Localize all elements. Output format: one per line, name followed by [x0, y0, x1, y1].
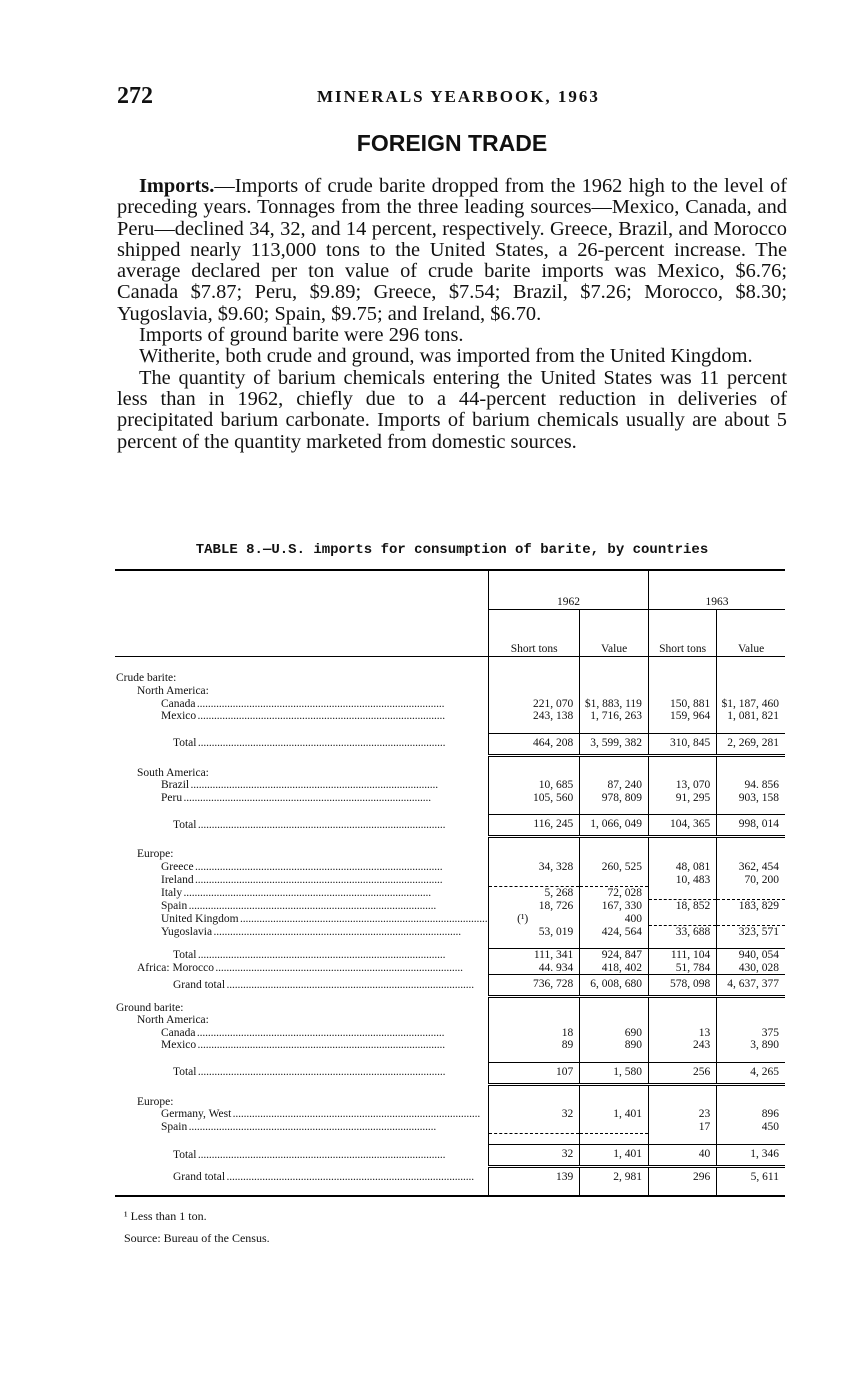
cell-value-1963: 4, 637, 377 — [717, 975, 785, 997]
year-1963-header: 1963 — [648, 570, 785, 610]
cell-tons-1963: 104, 365 — [648, 815, 716, 837]
source-note: Source: Bureau of the Census. — [124, 1231, 270, 1245]
country-label: Peru . . . — [115, 792, 489, 805]
cell-value-1962: 6, 008, 680 — [580, 975, 649, 997]
country-label: United Kingdom . . . — [115, 912, 489, 925]
country-label: Africa: Morocco . . . — [115, 962, 489, 975]
region-label: Europe: — [137, 848, 174, 860]
country-label: Mexico . . . — [115, 1039, 489, 1052]
cell-value-1962: 87, 240 — [580, 779, 649, 792]
cell-tons-1963: 33, 688 — [648, 925, 716, 938]
cell-tons-1962: 44. 934 — [489, 962, 580, 975]
grand-total-row — [115, 1167, 785, 1189]
cell-tons-1962: 53, 019 — [489, 925, 580, 938]
grand-total-row — [115, 975, 785, 997]
cell-tons-1962: 10, 685 — [489, 779, 580, 792]
total-label: Total . . . — [115, 1145, 489, 1167]
page-number: 272 — [117, 83, 153, 109]
cell-value-1962: 1, 401 — [580, 1145, 649, 1167]
cell-value-1962: 978, 809 — [580, 792, 649, 805]
cell-tons-1962: 139 — [489, 1167, 580, 1189]
cell-tons-1963: 10, 483 — [648, 873, 716, 886]
running-head: MINERALS YEARBOOK, 1963 — [317, 87, 600, 106]
cell-value-1962: 3, 599, 382 — [580, 733, 649, 755]
cell-tons-1963: 17 — [648, 1121, 716, 1134]
cell-value-1962: $1, 883, 119 — [580, 698, 649, 711]
paragraph-witherite: Witherite, both crude and ground, was imported from the United Kingdom. — [139, 345, 753, 368]
paragraph-barium-chemicals: The quantity of barium chemicals entering the United States was 11 percent less than in 1962, chiefly due to a 44-percent reduction in deliveries of precipitated barium carbonate. Imports of barium chemicals usually are about 5 percent of the quantity marketed from domestic sources. — [117, 366, 787, 453]
country-label: Ireland . . . — [115, 873, 489, 886]
table-row — [115, 792, 785, 805]
cell-tons-1962: 111, 341 — [489, 949, 580, 962]
grand-total-label: Grand total . . . — [115, 975, 489, 997]
cell-value-1962: 260, 525 — [580, 861, 649, 874]
cell-value-1963: 70, 200 — [717, 873, 785, 886]
grand-total-label: Grand total . . . — [115, 1167, 489, 1189]
cell-value-1963: 430, 028 — [717, 962, 785, 975]
table-row — [115, 779, 785, 792]
table-row — [115, 912, 785, 925]
cell-value-1962: 890 — [580, 1039, 649, 1052]
body-text — [117, 176, 787, 453]
cell-tons-1962: 116, 245 — [489, 815, 580, 837]
cell-tons-1963 — [648, 912, 716, 925]
cell-value-1963: 375 — [717, 1027, 785, 1040]
total-label: Total . . . — [115, 1062, 489, 1084]
cell-tons-1962: 221, 070 — [489, 698, 580, 711]
cell-value-1962: 1, 066, 049 — [580, 815, 649, 837]
cell-value-1962: 690 — [580, 1027, 649, 1040]
table-row — [115, 1027, 785, 1040]
cell-value-1962 — [580, 873, 649, 886]
total-label: Total . . . — [115, 733, 489, 755]
cell-value-1963: 323, 571 — [717, 925, 785, 938]
imports-table — [115, 569, 785, 1197]
cell-tons-1962: (¹) — [489, 912, 580, 925]
cell-value-1963: 998, 014 — [717, 815, 785, 837]
cell-value-1963 — [717, 886, 785, 899]
subtotal-row — [115, 949, 785, 962]
cell-tons-1963: 296 — [648, 1167, 716, 1189]
cell-value-1962: 1, 716, 263 — [580, 710, 649, 723]
cell-tons-1962: 107 — [489, 1062, 580, 1084]
cell-tons-1962: 464, 208 — [489, 733, 580, 755]
value-header: Value — [580, 610, 649, 657]
subtotal-row — [115, 815, 785, 837]
country-label: Canada . . . — [115, 1027, 489, 1040]
cell-tons-1963 — [648, 886, 716, 899]
cell-value-1962: 167, 330 — [580, 899, 649, 912]
section-title: FOREIGN TRADE — [356, 130, 548, 156]
paragraph-imports — [117, 176, 787, 325]
table-row — [115, 873, 785, 886]
cell-tons-1962 — [489, 1121, 580, 1134]
cell-tons-1962: 32 — [489, 1145, 580, 1167]
subtotal-row — [115, 733, 785, 755]
cell-value-1963: 1, 346 — [717, 1145, 785, 1167]
year-1962-header: 1962 — [489, 570, 649, 610]
cell-value-1962: 1, 580 — [580, 1062, 649, 1084]
cell-value-1962: 418, 402 — [580, 962, 649, 975]
cell-value-1962 — [580, 1121, 649, 1134]
table-row — [115, 1039, 785, 1052]
value-header: Value — [717, 610, 785, 657]
country-label: Greece . . . — [115, 861, 489, 874]
country-label: Mexico . . . — [115, 710, 489, 723]
page-header — [117, 83, 785, 113]
cell-tons-1962: 5, 268 — [489, 886, 580, 899]
cell-value-1962: 924, 847 — [580, 949, 649, 962]
table-row — [115, 710, 785, 723]
country-label: Germany, West . . . — [115, 1108, 489, 1121]
cell-value-1963: 183, 829 — [717, 899, 785, 912]
table-header-years — [115, 570, 785, 610]
cell-tons-1963: 310, 845 — [648, 733, 716, 755]
cell-value-1962: 424, 564 — [580, 925, 649, 938]
short-tons-header: Short tons — [648, 610, 716, 657]
table-row — [115, 1108, 785, 1121]
region-label: Europe: — [137, 1095, 174, 1108]
cell-value-1962: 72, 028 — [580, 886, 649, 899]
short-tons-header: Short tons — [489, 610, 580, 657]
subtotal-row — [115, 1145, 785, 1167]
cell-value-1963: 3, 890 — [717, 1039, 785, 1052]
table-row — [115, 1121, 785, 1134]
ground-barite-section — [115, 997, 785, 1197]
country-label: Yugoslavia . . . — [115, 925, 489, 938]
run-in-heading: Imports. — [139, 175, 215, 197]
cell-value-1962: 1, 401 — [580, 1108, 649, 1121]
table-row — [115, 899, 785, 912]
cell-tons-1962: 105, 560 — [489, 792, 580, 805]
table-row — [115, 925, 785, 938]
paragraph-ground-barite: Imports of ground barite were 296 tons. — [139, 324, 464, 347]
cell-tons-1962: 32 — [489, 1108, 580, 1121]
cell-tons-1963: 256 — [648, 1062, 716, 1084]
table-row — [115, 861, 785, 874]
region-label: North America: — [137, 1014, 209, 1026]
cell-value-1963: 2, 269, 281 — [717, 733, 785, 755]
cell-tons-1962: 18 — [489, 1027, 580, 1040]
footnote-1: ¹ Less than 1 ton. — [124, 1209, 207, 1223]
table-caption: TABLE 8.—U.S. imports for consumption of barite, by countries — [195, 542, 709, 558]
cell-tons-1962: 736, 728 — [489, 975, 580, 997]
cell-tons-1963: 18, 852 — [648, 899, 716, 912]
cell-value-1963: 5, 611 — [717, 1167, 785, 1189]
cell-tons-1963: 51, 784 — [648, 962, 716, 975]
paragraph-text: —Imports of crude barite dropped from the 1962 high to the level of preceding years. Tonnages from the three leading sources—Mexico, Canada, and Peru—declined 34, 32, and 14 percent, respectively. Greece, Brazil, and Morocco shipped nearly 113,000 tons to the United States, a 26-percent increase. The average declared per ton value of crude barite imports was Mexico, $6.76; Canada $7.87; Peru, $9.89; Greece, $7.54; Brazil, $7.26; Morocco, $8.30; Yugoslavia, $9.60; Spain, $9.75; and Ireland, $6.70. — [117, 175, 787, 325]
cell-tons-1963: 13 — [648, 1027, 716, 1040]
cell-value-1963: $1, 187, 460 — [717, 698, 785, 711]
cell-value-1963: 94. 856 — [717, 779, 785, 792]
cell-tons-1963: 243 — [648, 1039, 716, 1052]
table-row — [115, 962, 785, 975]
table-row — [115, 698, 785, 711]
cell-tons-1963: 578, 098 — [648, 975, 716, 997]
cell-tons-1963: 91, 295 — [648, 792, 716, 805]
cell-value-1962: 400 — [580, 912, 649, 925]
cell-tons-1963: 40 — [648, 1145, 716, 1167]
total-label: Total . . . — [115, 815, 489, 837]
region-label: South America: — [137, 766, 209, 779]
cell-value-1963: 1, 081, 821 — [717, 710, 785, 723]
cell-value-1963: 903, 158 — [717, 792, 785, 805]
cell-tons-1963: 150, 881 — [648, 698, 716, 711]
crude-barite-section — [115, 657, 785, 997]
cell-value-1963: 896 — [717, 1108, 785, 1121]
country-label: Italy . . . — [115, 886, 489, 899]
cell-tons-1963: 13, 070 — [648, 779, 716, 792]
country-label: Canada . . . — [115, 698, 489, 711]
cell-value-1963: 4, 265 — [717, 1062, 785, 1084]
cell-value-1962: 2, 981 — [580, 1167, 649, 1189]
cell-tons-1963: 111, 104 — [648, 949, 716, 962]
country-label: Spain . . . — [115, 1121, 489, 1134]
footnotes — [124, 1205, 270, 1249]
country-label: Brazil . . . — [115, 779, 489, 792]
category-label: Crude barite: — [116, 671, 177, 684]
cell-value-1963 — [717, 912, 785, 925]
cell-tons-1962 — [489, 873, 580, 886]
cell-tons-1962: 18, 726 — [489, 899, 580, 912]
cell-value-1963: 940, 054 — [717, 949, 785, 962]
cell-tons-1962: 34, 328 — [489, 861, 580, 874]
cell-tons-1963: 48, 081 — [648, 861, 716, 874]
cell-tons-1963: 159, 964 — [648, 710, 716, 723]
total-label: Total . . . — [115, 949, 489, 962]
cell-tons-1963: 23 — [648, 1108, 716, 1121]
category-label: Ground barite: — [116, 1001, 184, 1014]
subtotal-row — [115, 1062, 785, 1084]
table-row — [115, 886, 785, 899]
region-label: North America: — [137, 685, 209, 697]
cell-value-1963: 450 — [717, 1121, 785, 1134]
country-label: Spain . . . — [115, 899, 489, 912]
cell-tons-1962: 243, 138 — [489, 710, 580, 723]
cell-tons-1962: 89 — [489, 1039, 580, 1052]
cell-value-1963: 362, 454 — [717, 861, 785, 874]
